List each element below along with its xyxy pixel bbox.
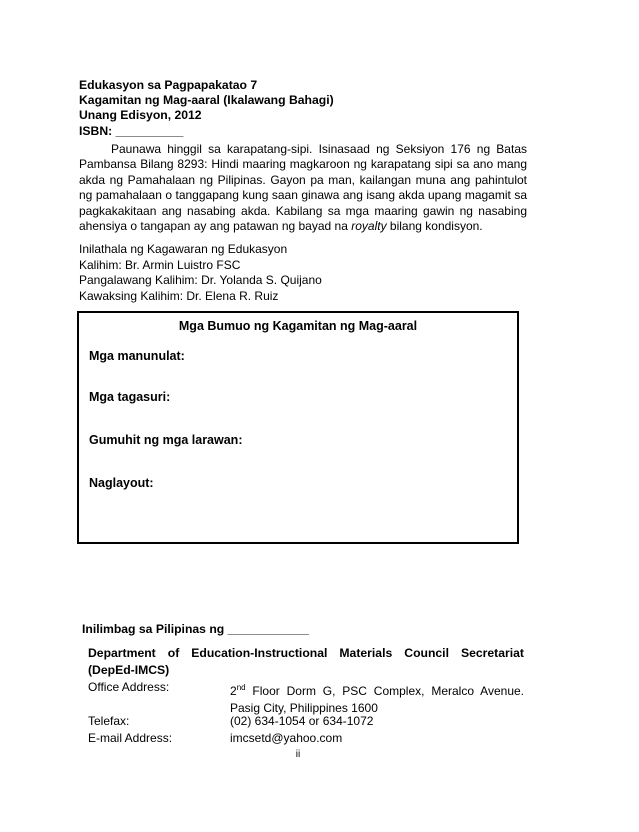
role-layout-artists: Naglayout: — [89, 476, 154, 490]
role-illustrators: Gumuhit ng mga larawan: — [89, 433, 243, 447]
copyright-notice — [79, 142, 527, 234]
email-value: imcsetd@yahoo.com — [230, 731, 343, 745]
role-reviewers: Mga tagasuri: — [89, 390, 171, 404]
printed-by-line: Inilimbag sa Pilipinas ng ____________ — [82, 622, 309, 636]
email-label: E-mail Address: — [88, 731, 173, 745]
telefax-value: (02) 634-1054 or 634-1072 — [230, 714, 374, 728]
telefax-label: Telefax: — [88, 714, 130, 728]
edition-line: Unang Edisyon, 2012 — [79, 108, 202, 123]
notice-italic-word: royalty — [351, 219, 387, 234]
contributors-box — [77, 311, 519, 544]
notice-text-end: bilang kondisyon. — [386, 219, 483, 234]
book-header — [79, 78, 334, 139]
department-name: Department of Education-Instructional Materials Council Secretariat (DepEd-IMCS) — [88, 646, 524, 677]
notice-text: Paunawa hinggil sa karapatang-sipi. Isinasaad ng Seksiyon 176 ng Batas Pambansa Bilang 8293: Hindi maaring magkaroon ng karapatang sipi sa ano mang akda ng Pamahalaan ng Pilipinas. Gayon pa man, kailangan muna ang pahintulot ng pamahalaan o tanggapang kung saan ginawa ang isang akda upang magamit sa pagkakakitaan ang nasabing akda. Kabilang sa mga maaring gawin ng nasabing ahensiya o tangapan ay ang patawan ng bayad na — [79, 142, 527, 234]
role-writers: Mga manunulat: — [89, 349, 185, 363]
assistant-secretary-line: Kawaksing Kalihim: Dr. Elena R. Ruiz — [79, 288, 279, 303]
book-subtitle: Kagamitan ng Mag-aaral (Ikalawang Bahagi) — [79, 93, 334, 108]
publisher-credits — [79, 242, 322, 304]
isbn-line: ISBN: __________ — [79, 123, 184, 138]
undersecretary-line: Pangalawang Kalihim: Dr. Yolanda S. Quijano — [79, 273, 322, 288]
office-address-label: Office Address: — [88, 680, 170, 694]
office-address-value: 2nd Floor Dorm G, PSC Complex, Meralco Avenue. Pasig City, Philippines 1600 — [230, 683, 524, 715]
page-number: ii — [295, 749, 301, 760]
book-title: Edukasyon sa Pagpapakatao 7 — [79, 78, 258, 92]
contributors-box-title: Mga Bumuo ng Kagamitan ng Mag-aaral — [178, 319, 418, 333]
publisher-line: Inilathala ng Kagawaran ng Edukasyon — [79, 242, 288, 256]
secretary-line: Kalihim: Br. Armin Luistro FSC — [79, 257, 241, 272]
ordinal-suffix: nd — [236, 683, 246, 692]
